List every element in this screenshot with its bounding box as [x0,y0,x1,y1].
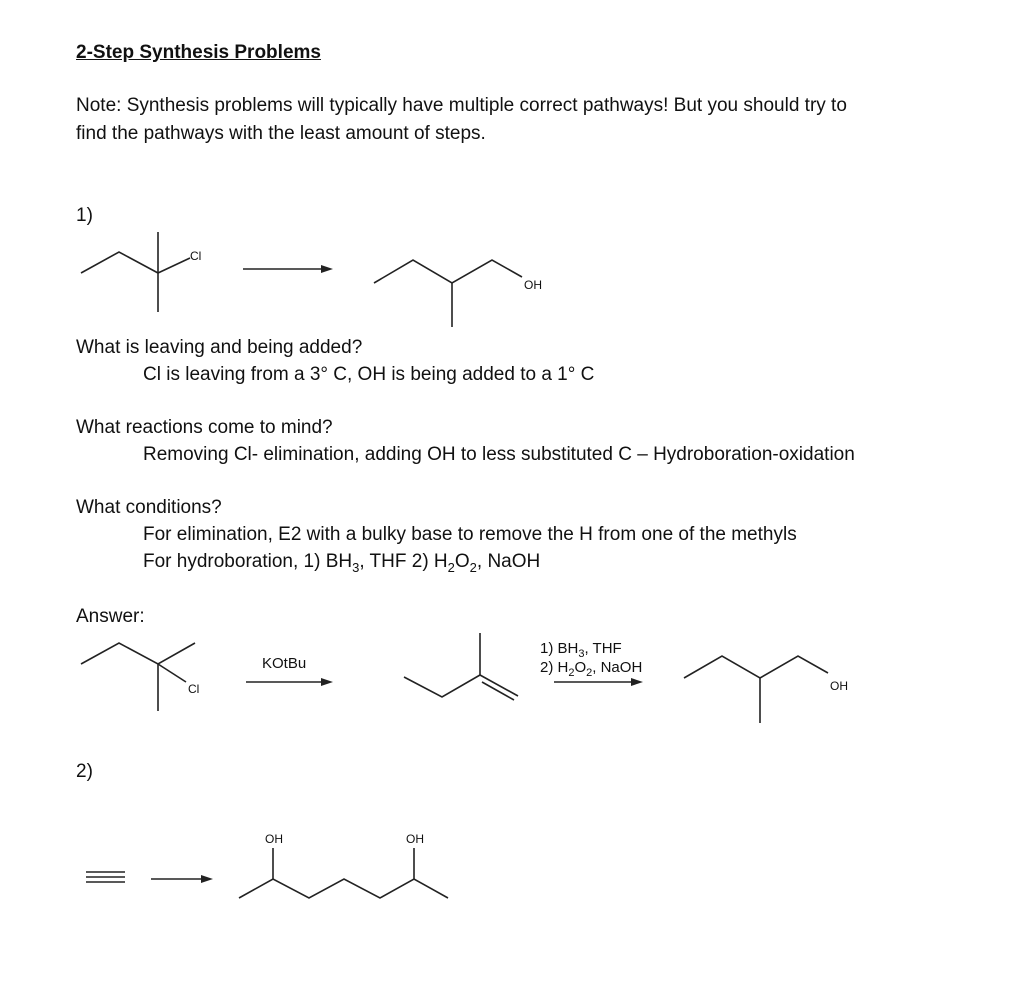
problem-2-number: 2) [76,761,93,782]
answer-leaving-added: Cl is leaving from a 3° C, OH is being added to a 1° C [143,364,595,385]
answer-start-molecule [81,643,199,711]
problem-1-number: 1) [76,205,93,226]
product-oh-label: OH [524,278,542,292]
question-conditions: What conditions? [76,497,222,518]
reagent-line-2: 2) $H_2O_2$, NaOH [540,659,643,679]
answer-product-molecule [684,656,848,723]
alkene-intermediate [404,633,518,700]
question-reactions: What reactions come to mind? [76,417,333,438]
answer-start-chain [81,643,195,664]
answer-reactions: Removing Cl- elimination, adding OH to less substituted C – Hydroboration-oxidation [143,444,855,465]
diol-product [239,832,448,898]
diol-oh-left: OH [265,832,283,846]
product-chain [374,260,522,283]
start-cl-bond [158,258,190,273]
ethyne-molecule [86,872,125,882]
arrowhead [321,265,333,273]
answer-cl-label: Cl [188,682,200,696]
note-line-1: Note: Synthesis problems will typically have multiple correct pathways! But you should try to [76,95,847,116]
product-molecule [374,260,542,327]
alkene-chain [404,675,480,697]
reaction-arrow-4 [151,875,213,883]
page-title: 2-Step Synthesis Problems [76,42,321,63]
reagent-kotbu: KOtBu [262,655,307,672]
answer-conditions-hydroboration: For hydroboration, 1) $BH_3$, THF 2) $H_2O_2$, NaOH [143,551,541,575]
answer-product-oh: OH [830,679,848,693]
answer-product-chain [684,656,828,678]
answer-label: Answer: [76,606,145,627]
start-cl-label: Cl [190,249,202,263]
start-chain [81,252,158,273]
answer-cl-bond [158,664,186,682]
alkene-double-bond-a [480,675,518,696]
reaction-arrow-1 [243,265,333,273]
reaction-arrow-2 [246,678,333,686]
start-molecule [81,232,201,312]
answer-conditions-elimination: For elimination, E2 with a bulky base to remove the H from one of the methyls [143,524,797,545]
reaction-arrow-3 [554,678,643,686]
question-leaving-added: What is leaving and being added? [76,337,363,358]
note-line-2: find the pathways with the least amount of steps. [76,123,486,144]
diol-chain [239,879,448,898]
diol-oh-right: OH [406,832,424,846]
reagent-line-1: 1) $BH_3$, THF [540,640,622,660]
